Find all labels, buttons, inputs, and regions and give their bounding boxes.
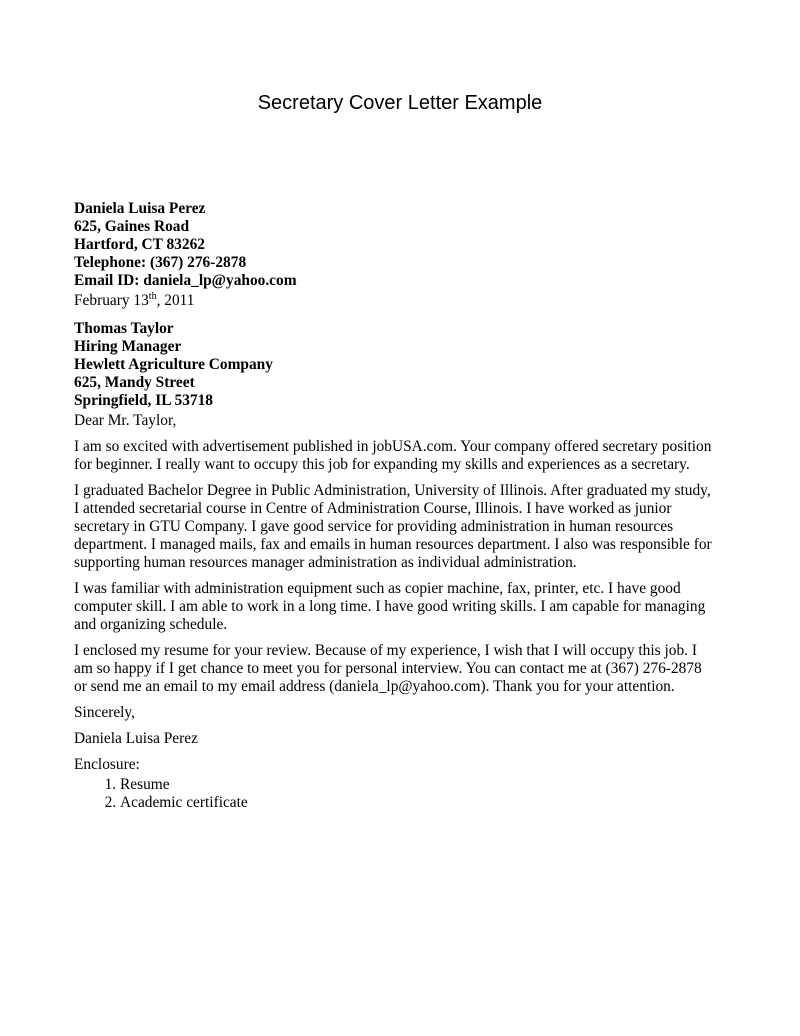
paragraph-4: [74, 642, 744, 696]
paragraph-line: and organizing schedule.: [74, 616, 228, 633]
sender-email: Email ID: daniela_lp@yahoo.com: [74, 272, 297, 289]
recipient-address-block: [74, 320, 744, 410]
paragraph-line: or send me an email to my email address (daniela_lp@yahoo.com). Thank you for your attention.: [74, 678, 675, 695]
document-title: Secretary Cover Letter Example: [257, 92, 543, 114]
date-main: February 13: [74, 292, 149, 309]
sender-address-block: [74, 200, 744, 290]
signature-name: Daniela Luisa Perez: [74, 730, 198, 747]
date-ordinal-suffix: th: [148, 290, 157, 302]
letter-date: [74, 292, 744, 310]
paragraph-line: secretary in GTU Company. I gave good service for providing administration in human resources: [74, 518, 674, 535]
recipient-name: Thomas Taylor: [74, 320, 174, 337]
enclosure-list: [74, 776, 744, 812]
paragraph-2: [74, 482, 744, 572]
sender-street: 625, Gaines Road: [74, 218, 190, 235]
paragraph-line: computer skill. I am able to work in a long time. I have good writing skills. I am capable for managing: [74, 598, 706, 615]
enclosure-item: 1. Resume: [120, 776, 744, 794]
recipient-city: Springfield, IL 53718: [74, 392, 213, 409]
sender-name: Daniela Luisa Perez: [74, 200, 206, 217]
enclosure-label: Enclosure:: [74, 756, 140, 773]
sender-city: Hartford, CT 83262: [74, 236, 205, 253]
paragraph-line: I attended secretarial course in Centre of Administration Course, Illinois. I have worked as junior: [74, 500, 672, 517]
paragraph-line: I graduated Bachelor Degree in Public Administration, University of Illinois. After graduated my study,: [74, 482, 711, 499]
paragraph-line: I am so excited with advertisement published in jobUSA.com. Your company offered secretary position: [74, 438, 712, 455]
paragraph-line: I enclosed my resume for your review. Because of my experience, I wish that I will occupy this job. I: [74, 642, 697, 659]
salutation: Dear Mr. Taylor,: [74, 412, 177, 429]
letter-body: [74, 200, 744, 812]
recipient-position: Hiring Manager: [74, 338, 182, 355]
enclosure-item: 2. Academic certificate: [120, 794, 744, 812]
date-year: , 2011: [156, 292, 195, 309]
paragraph-1: [74, 438, 744, 474]
sender-telephone: Telephone: (367) 276-2878: [74, 254, 247, 271]
paragraph-3: [74, 580, 744, 634]
paragraph-line: I was familiar with administration equipment such as copier machine, fax, printer, etc. I have good: [74, 580, 681, 597]
paragraph-line: supporting human resources manager administration as individual administration.: [74, 554, 577, 571]
closing: Sincerely,: [74, 704, 135, 721]
recipient-street: 625, Mandy Street: [74, 374, 195, 391]
paragraph-line: department. I managed mails, fax and emails in human resources department. I also was responsible for: [74, 536, 712, 553]
paragraph-line: am so happy if I get chance to meet you for personal interview. You can contact me at (367) 276-2878: [74, 660, 702, 677]
recipient-company: Hewlett Agriculture Company: [74, 356, 273, 373]
paragraph-line: for beginner. I really want to occupy this job for expanding my skills and experiences as a secretary.: [74, 456, 690, 473]
